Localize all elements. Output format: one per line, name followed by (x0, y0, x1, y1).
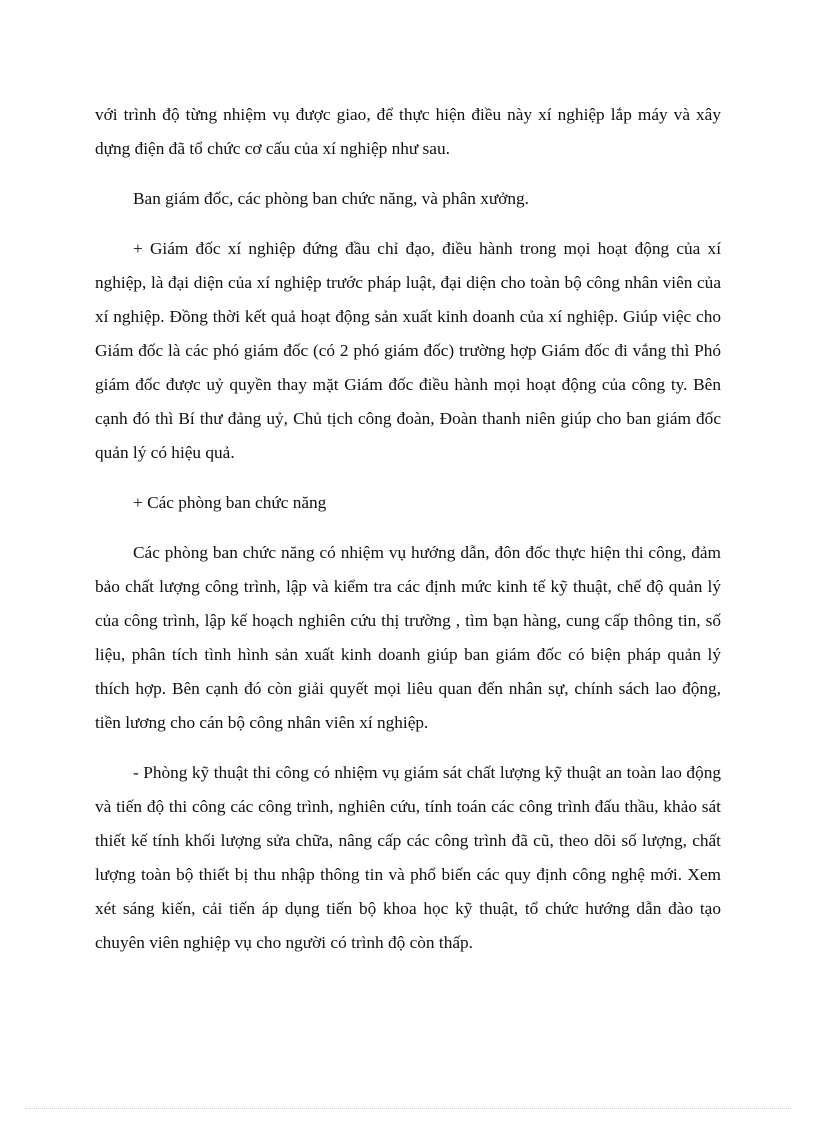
paragraph-continuation: với trình độ từng nhiệm vụ được giao, để thực hiện điều này xí nghiệp lắp máy và xây dựng điện đã tổ chức cơ cấu của xí nghiệp như sau. (95, 105, 721, 158)
paragraph-departments-duties: Các phòng ban chức năng có nhiệm vụ hướng dẫn, đôn đốc thực hiện thi công, đảm bảo chất lượng công trình, lập và kiểm tra các định mức kinh tế kỹ thuật, chế độ quản lý của công trình, lập kế hoạch nghiên cứu thị trường , tìm bạn hàng, cung cấp thông tin, số liệu, phân tích tình hình sản xuất kinh doanh giúp ban giám đốc có biện pháp quản lý thích hợp. Bên cạnh đó còn giải quyết mọi liêu quan đến nhân sự, chính sách lao động, tiền lương cho cán bộ công nhân viên xí nghiệp. (95, 543, 721, 732)
document-body (95, 98, 721, 976)
paragraph-departments-heading: + Các phòng ban chức năng (133, 493, 327, 512)
paragraph-technical-department: - Phòng kỹ thuật thi công có nhiệm vụ giám sát chất lượng kỹ thuật an toàn lao động và tiến độ thi công các công trình, nghiên cứu, tính toán các công trình đấu thầu, khảo sát thiết kế tính khối lượng sửa chữa, nâng cấp các công trình đã cũ, theo dõi số lượng, chất lượng toàn bộ thiết bị thu nhập thông tin và phổ biến các quy định công nghệ mới. Xem xét sáng kiến, cải tiến áp dụng tiến bộ khoa học kỹ thuật, tổ chức hướng dẫn đào tạo chuyên viên nghiệp vụ cho người có trình độ còn thấp. (95, 763, 721, 952)
footer-divider (25, 1108, 791, 1109)
paragraph-director: + Giám đốc xí nghiệp đứng đầu chỉ đạo, điều hành trong mọi hoạt động của xí nghiệp, là đại diện của xí nghiệp trước pháp luật, đại diện cho toàn bộ công nhân viên của xí nghiệp. Đồng thời kết quả hoạt động sản xuất kinh doanh của xí nghiệp. Giúp việc cho Giám đốc là các phó giám đốc (có 2 phó giám đốc) trường hợp Giám đốc đi vắng thì Phó giám đốc được uỷ quyền thay mặt Giám đốc điều hành mọi hoạt động của công ty. Bên cạnh đó thì Bí thư đảng uỷ, Chủ tịch công đoàn, Đoàn thanh niên giúp cho ban giám đốc quản lý có hiệu quả. (95, 239, 721, 462)
paragraph-structure-summary: Ban giám đốc, các phòng ban chức năng, và phân xưởng. (133, 189, 529, 208)
